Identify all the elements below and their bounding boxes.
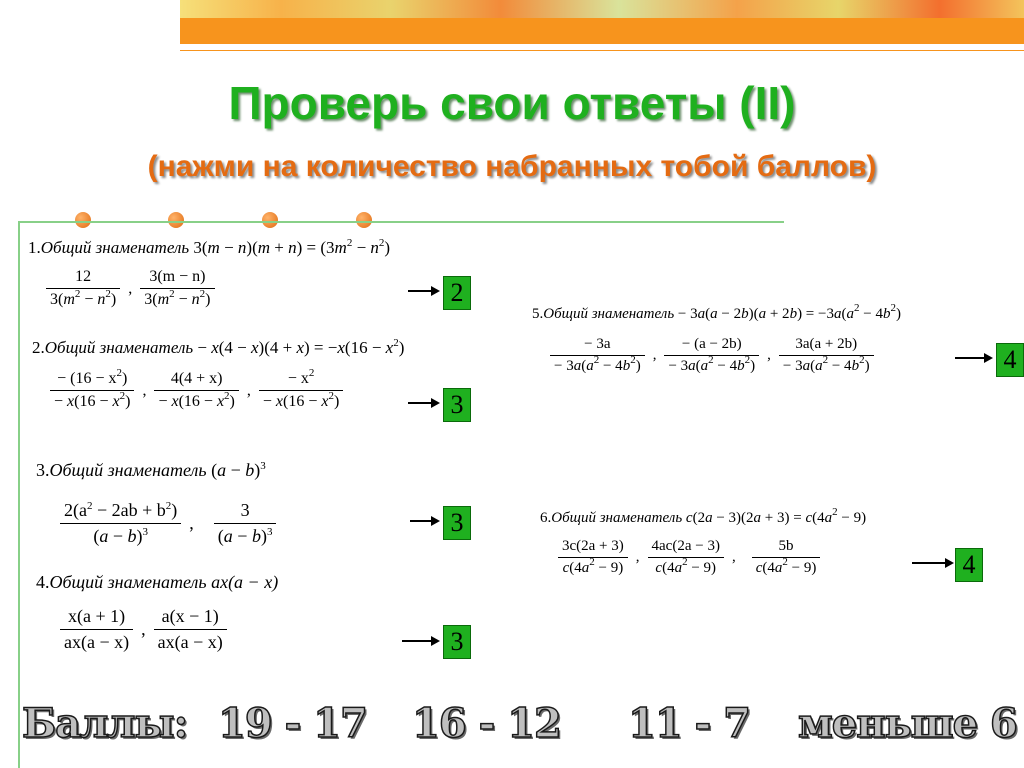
score-option-less-6[interactable]: меньше 6 <box>798 700 1017 747</box>
header-divider <box>180 44 1024 51</box>
bullet-dot-icon <box>75 212 91 228</box>
problem-number: 6. <box>540 510 552 526</box>
problem-3-fractions: $\frac{2(a^2 - 2ab + b^2)}{(a - b)^3}$ , $\frac{3}{(a - b)^3}$ <box>58 500 278 547</box>
bullet-dot-icon <box>168 212 184 228</box>
fraction: $\frac{3(m - n)}{3(m^2 - n^2)}$ <box>140 268 214 309</box>
score-option-11-7[interactable]: 11 - 7 <box>628 700 750 747</box>
problem-label: Общий знаменатель <box>49 460 207 480</box>
arrow-icon <box>408 290 438 292</box>
problem-label: Общий знаменатель <box>49 572 207 592</box>
header-banner-image <box>180 0 1024 18</box>
fraction: $\frac{3c(2a + 3)}{c(4a^2 - 9)}$ <box>558 538 628 577</box>
fraction: $\frac{4(4 + x)}{- x(16 - x^2)}$ <box>154 370 238 411</box>
problem-3-score: 3 <box>443 506 471 540</box>
fraction: $\frac{3}{(a - b)^3}$ <box>214 500 277 547</box>
problem-6-score: 4 <box>955 548 983 582</box>
fraction: $\frac{- (16 - x^2)}{- x(16 - x^2)}$ <box>50 370 134 411</box>
problem-6-statement: 6.Общий знаменатель $c(2a - 3)(2a + 3) = c(4a^2 - 9)$ <box>540 506 867 526</box>
bullet-dot-icon <box>356 212 372 228</box>
page-subtitle: (нажми на количество набранных тобой баллов) <box>147 150 877 183</box>
fraction: $\frac{2(a^2 - 2ab + b^2)}{(a - b)^3}$ <box>60 500 181 547</box>
problem-number: 5. <box>532 306 544 322</box>
arrow-icon <box>410 520 438 522</box>
problem-4-fractions: $\frac{x(a + 1)}{ax(a - x)}$ , $\frac{a(x - 1)}{ax(a - x)}$ <box>58 606 229 653</box>
problem-1-score: 2 <box>443 276 471 310</box>
score-option-16-12[interactable]: 16 - 12 <box>412 700 561 747</box>
fraction: $\frac{- x^2}{- x(16 - x^2)}$ <box>259 370 343 411</box>
problem-label: Общий знаменатель <box>44 338 194 357</box>
arrow-icon <box>912 562 952 564</box>
problem-number: 1. <box>28 238 41 257</box>
problem-label: Общий знаменатель <box>40 238 190 257</box>
problem-6-fractions: $\frac{3c(2a + 3)}{c(4a^2 - 9)}$ , $\frac{4ac(2a - 3)}{c(4a^2 - 9)}$ , $\frac{5b}{c(4a^2 - 9)}$ <box>556 538 822 577</box>
problem-number: 4. <box>36 572 50 592</box>
fraction: $\frac{a(x - 1)}{ax(a - x)}$ <box>154 606 227 653</box>
problem-1-statement: 1.Общий знаменатель $3(m - n)(m + n) = (3m^2 - n^2)$ <box>28 237 391 257</box>
problem-4-statement <box>36 572 278 593</box>
problem-label: Общий знаменатель <box>551 510 683 526</box>
page-title: Проверь свои ответы (II) <box>228 77 796 129</box>
problem-2-fractions: $\frac{- (16 - x^2)}{- x(16 - x^2)}$ , $\frac{4(4 + x)}{- x(16 - x^2)}$ , $\frac{- x^2}{- x(16 - x^2)}$ <box>48 370 345 411</box>
fraction: $\frac{x(a + 1)}{ax(a - x)}$ <box>60 606 133 653</box>
header-orange-bar <box>180 18 1024 44</box>
problem-2-score: 3 <box>443 388 471 422</box>
arrow-icon <box>402 640 438 642</box>
problem-5-score: 4 <box>996 343 1024 377</box>
problem-4-score: 3 <box>443 625 471 659</box>
problem-number: 3. <box>36 460 50 480</box>
common-denominator-expr: ax(a − x) <box>211 572 279 592</box>
problem-label: Общий знаменатель <box>543 306 675 322</box>
fraction: $\frac{12}{3(m^2 - n^2)}$ <box>46 268 120 309</box>
arrow-icon <box>408 402 438 404</box>
problem-5-statement: 5.Общий знаменатель − $3a(a - 2b)(a + 2b) = -3a(a^2 - 4b^2)$ <box>532 302 901 322</box>
fraction: $\frac{- 3a}{- 3a(a^2 - 4b^2)}$ <box>550 336 645 375</box>
fraction: $\frac{3a(a + 2b)}{- 3a(a^2 - 4b^2)}$ <box>779 336 874 375</box>
problem-1-fractions: $\frac{12}{3(m^2 - n^2)}$ , $\frac{3(m - n)}{3(m^2 - n^2)}$ <box>44 268 217 309</box>
scores-label: Баллы: <box>22 700 188 747</box>
arrow-icon <box>955 357 991 359</box>
problem-5-fractions: $\frac{- 3a}{- 3a(a^2 - 4b^2)}$ , $\frac{- (a - 2b)}{- 3a(a^2 - 4b^2)}$ , $\frac{3a(a + 2b)}{- 3a(a^2 - 4b^2)}$ <box>548 336 876 375</box>
fraction: $\frac{5b}{c(4a^2 - 9)}$ <box>752 538 821 577</box>
problem-3-statement: 3.Общий знаменатель $(a - b)^3$ <box>36 460 266 480</box>
problem-2-statement: 2.Общий знаменатель − $x(4 - x)(4 + x) = -x(16 - x^2)$ <box>32 337 405 357</box>
score-option-19-17[interactable]: 19 - 17 <box>218 700 367 747</box>
frame-left-line <box>18 221 20 768</box>
frame-top-line <box>18 221 784 223</box>
fraction: $\frac{4ac(2a - 3)}{c(4a^2 - 9)}$ <box>648 538 724 577</box>
bullet-dot-icon <box>262 212 278 228</box>
problem-number: 2. <box>32 338 45 357</box>
fraction: $\frac{- (a - 2b)}{- 3a(a^2 - 4b^2)}$ <box>664 336 759 375</box>
